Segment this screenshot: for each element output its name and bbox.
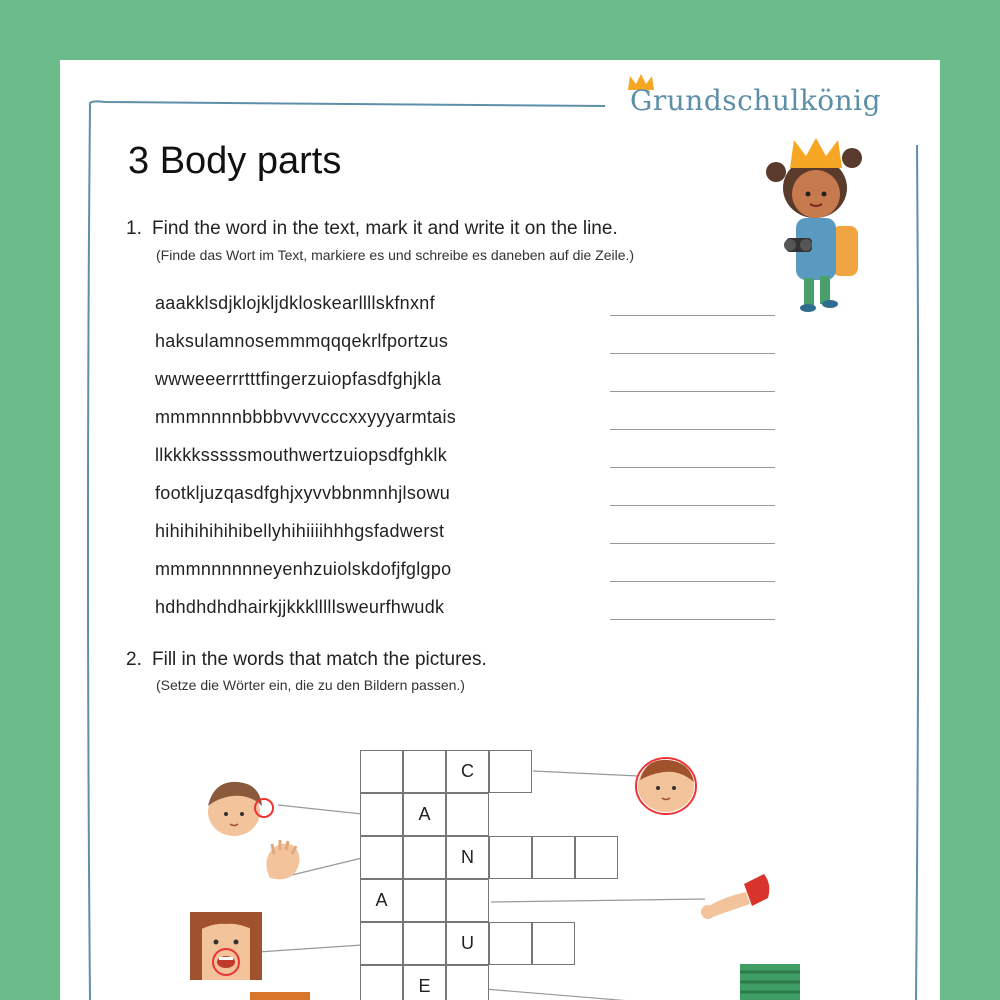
crossword-cell[interactable] xyxy=(489,922,532,965)
letter-string: haksulamnosemmmqqqekrlfportzus xyxy=(155,331,449,351)
task-1-number: 1. xyxy=(126,218,142,239)
crossword-cell[interactable] xyxy=(360,965,403,1000)
task-2-number: 2. xyxy=(126,649,142,670)
crossword-cell[interactable] xyxy=(403,922,446,965)
letter-string: mmmnnnnbbbbvvvvcccxxyyyarmtais xyxy=(155,407,457,427)
task-1-subtext: (Finde das Wort im Text, markiere es und schreibe es daneben auf die Zeile.) xyxy=(156,247,635,263)
crossword-cell-given: U xyxy=(446,922,489,965)
page-title: 3 Body parts xyxy=(128,140,342,182)
crossword-cell[interactable] xyxy=(360,793,403,836)
face-cheek-picture xyxy=(632,756,704,816)
letter-string: footkljuzqasdfghjxyvvbbnmnhjlsowu xyxy=(155,483,451,503)
crossword-cell-given: A xyxy=(360,879,403,922)
crossword-cell[interactable] xyxy=(403,750,446,793)
crossword-cell[interactable] xyxy=(489,750,532,793)
letter-string: mmmnnnnnneyenhzuiolskdofjfglgpo xyxy=(155,559,452,579)
mouth-picture xyxy=(190,912,262,980)
task-2-text: Fill in the words that match the pictures. xyxy=(152,649,487,670)
worksheet xyxy=(60,60,940,1000)
hand-picture xyxy=(260,838,304,884)
letter-string: hihihihihihibellyhihiiiihhhgsfadwerst xyxy=(155,521,445,541)
crossword-cell-given: E xyxy=(403,965,446,1000)
task-2-subtext: (Setze die Wörter ein, die zu den Bildern passen.) xyxy=(156,677,465,693)
leg-picture xyxy=(740,964,800,1000)
crossword-cell-given: A xyxy=(403,793,446,836)
crossword-cell[interactable] xyxy=(446,793,489,836)
crossword-cell[interactable] xyxy=(575,836,618,879)
crossword-cell[interactable] xyxy=(532,922,575,965)
face-ear-picture xyxy=(202,776,282,840)
crossword-cell[interactable] xyxy=(446,879,489,922)
letter-string: aaakklsdjklojkljdkloskearllllskfnxnf xyxy=(155,293,435,313)
crossword-cell[interactable] xyxy=(403,836,446,879)
brand-logo: Grundschulkönig xyxy=(630,84,882,117)
crossword-cell[interactable] xyxy=(360,836,403,879)
crossword-cell[interactable] xyxy=(532,836,575,879)
crossword-cell[interactable] xyxy=(360,750,403,793)
crossword-cell[interactable] xyxy=(489,836,532,879)
task-1-text: Find the word in the text, mark it and write it on the line. xyxy=(152,218,618,239)
crossword-cell-given: C xyxy=(446,750,489,793)
partial-picture xyxy=(250,992,310,1000)
letter-string: wwweeerrrtttfingerzuiopfasdfghjkla xyxy=(155,369,442,389)
letter-string: hdhdhdhdhairkjjkkklllllsweurfhwudk xyxy=(155,597,445,617)
arm-picture xyxy=(700,870,774,926)
letter-string: llkkkksssssmouthwertzuiopsdfghklk xyxy=(155,445,447,465)
crossword-cell-given: N xyxy=(446,836,489,879)
crossword-cell[interactable] xyxy=(360,922,403,965)
crossword-cell[interactable] xyxy=(403,879,446,922)
crossword-cell[interactable] xyxy=(446,965,489,1000)
